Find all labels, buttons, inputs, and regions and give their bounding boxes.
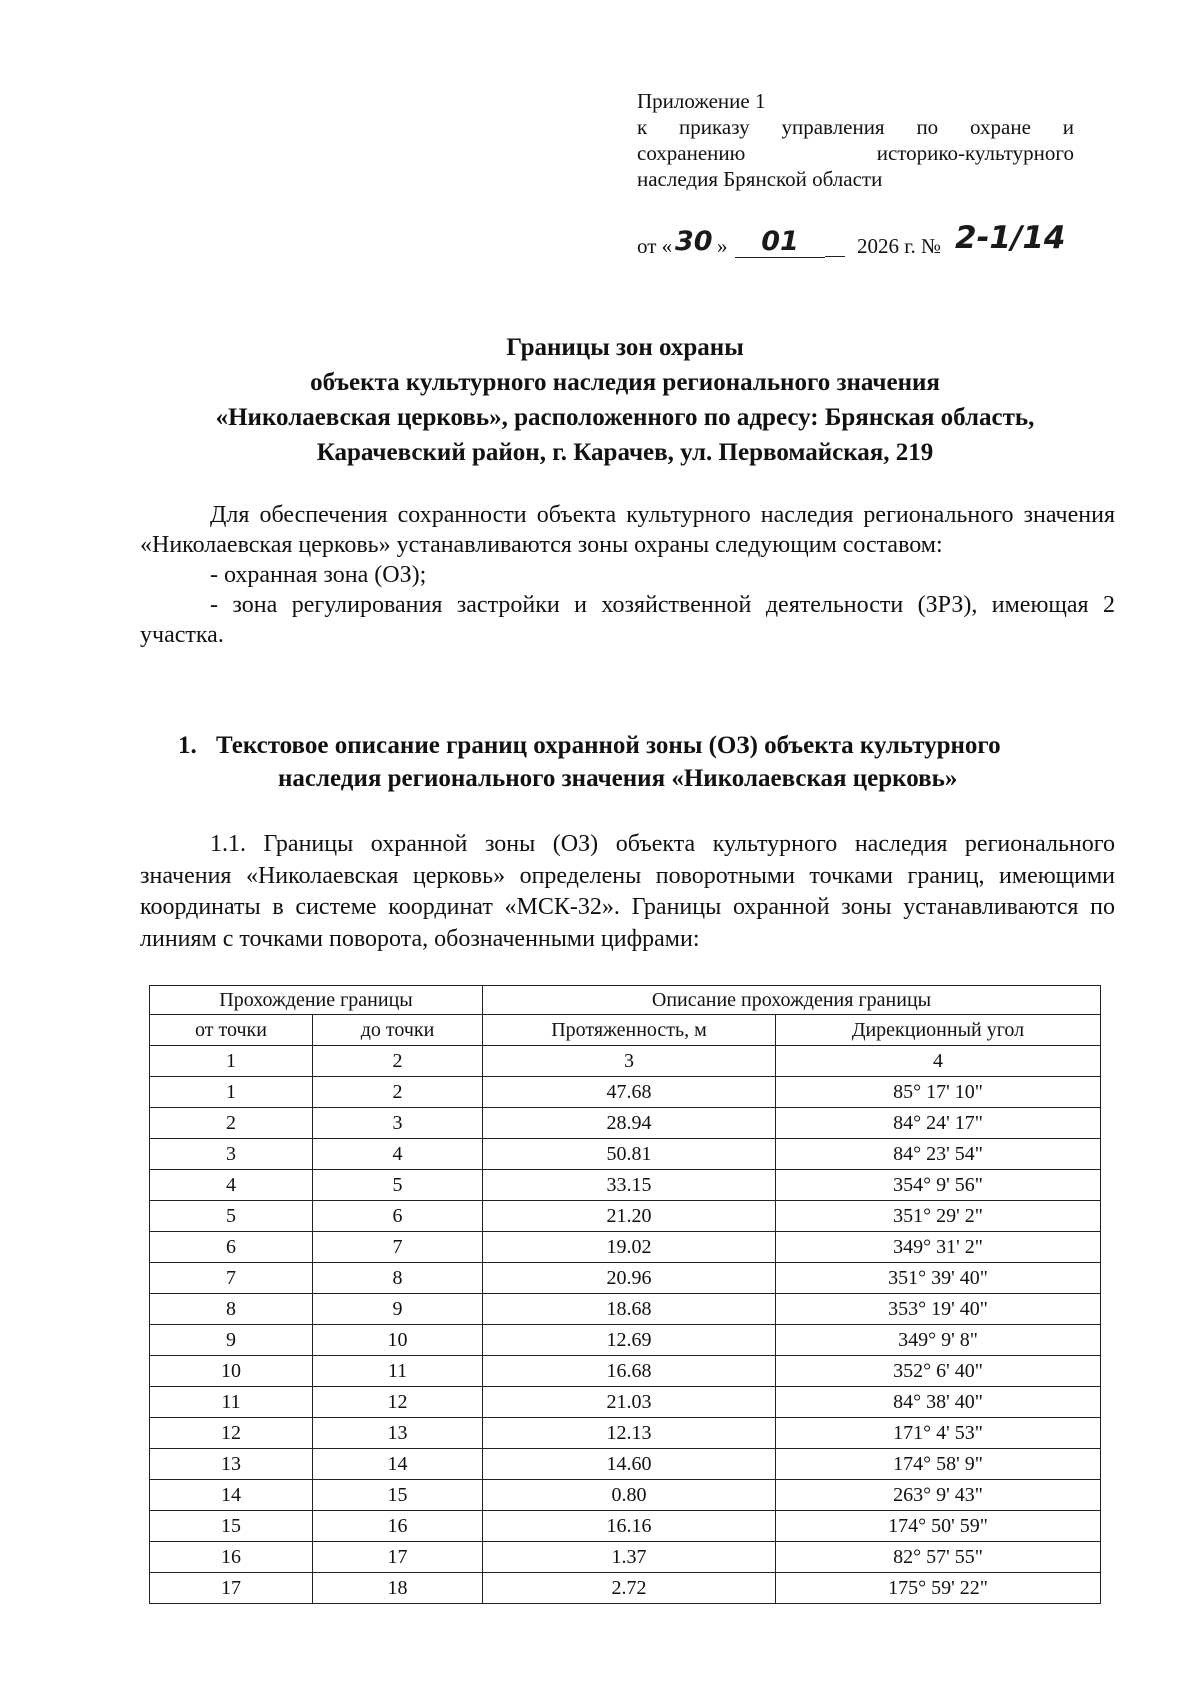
cell-from-point: 8: [150, 1294, 313, 1325]
cell-length: 0.80: [483, 1480, 776, 1511]
cell-length: 1.37: [483, 1542, 776, 1573]
cell-to-point: 8: [313, 1263, 483, 1294]
cell-from-point: 10: [150, 1356, 313, 1387]
appendix-line-2: к приказу управления по охране и: [637, 115, 1074, 139]
paragraph-1-1: [140, 829, 1115, 955]
cell-length: 2.72: [483, 1573, 776, 1604]
cell-to-point: 15: [313, 1480, 483, 1511]
cell-from-point: 2: [150, 1108, 313, 1139]
cell-to-point: 6: [313, 1201, 483, 1232]
cell-length: 33.15: [483, 1170, 776, 1201]
cell-length: 20.96: [483, 1263, 776, 1294]
cell-direction-angle: 175° 59' 22": [776, 1573, 1101, 1604]
cell-to-point: 9: [313, 1294, 483, 1325]
cell-to-point: 12: [313, 1387, 483, 1418]
cell-direction-angle: 174° 50' 59": [776, 1511, 1101, 1542]
appendix-line-1: Приложение 1: [637, 89, 766, 113]
cell-length: 18.68: [483, 1294, 776, 1325]
header-to-point: до точки: [313, 1015, 483, 1046]
cell-length: 28.94: [483, 1108, 776, 1139]
header-group-passage: Прохождение границы: [150, 986, 483, 1015]
cell-direction-angle: 171° 4' 53": [776, 1418, 1101, 1449]
cell-length: 12.13: [483, 1418, 776, 1449]
cell-direction-angle: 263° 9' 43": [776, 1480, 1101, 1511]
cell-to-point: 5: [313, 1170, 483, 1201]
cell-direction-angle: 174° 58' 9": [776, 1449, 1101, 1480]
cell-direction-angle: 354° 9' 56": [776, 1170, 1101, 1201]
cell-from-point: 9: [150, 1325, 313, 1356]
cell-length: 21.03: [483, 1387, 776, 1418]
cell-length: 12.69: [483, 1325, 776, 1356]
intro-item-2: - зона регулирования застройки и хозяйственной деятельности (ЗРЗ), имеющая 2 участка.: [140, 592, 1115, 648]
table-row: [150, 1108, 1101, 1139]
cell-to-point: 7: [313, 1232, 483, 1263]
column-number: 3: [483, 1046, 776, 1077]
column-number: 1: [150, 1046, 313, 1077]
order-quote-close: »: [717, 234, 728, 258]
cell-length: 16.16: [483, 1511, 776, 1542]
order-from-label: от «: [637, 234, 673, 258]
intro-paragraph: Для обеспечения сохранности объекта культурного наследия регионального значения «Николаевская церковь» устанавливаются зоны охраны следующим составом:: [140, 502, 1115, 558]
table-row: [150, 1511, 1101, 1542]
boundary-table-body: [150, 1077, 1101, 1604]
cell-from-point: 13: [150, 1449, 313, 1480]
cell-from-point: 1: [150, 1077, 313, 1108]
cell-to-point: 4: [313, 1139, 483, 1170]
order-number-handwritten: 2-1/14: [955, 220, 1066, 256]
order-month-underline: [825, 256, 845, 257]
cell-from-point: 16: [150, 1542, 313, 1573]
cell-length: 47.68: [483, 1077, 776, 1108]
cell-from-point: 12: [150, 1418, 313, 1449]
cell-from-point: 14: [150, 1480, 313, 1511]
title-line-4: Карачевский район, г. Карачев, ул. Первомайская, 219: [316, 439, 934, 466]
table-row: [150, 1542, 1101, 1573]
cell-direction-angle: 349° 31' 2": [776, 1232, 1101, 1263]
cell-direction-angle: 85° 17' 10": [776, 1077, 1101, 1108]
table-row: [150, 1449, 1101, 1480]
cell-direction-angle: 82° 57' 55": [776, 1542, 1101, 1573]
order-year-label: 2026 г. №: [857, 234, 942, 258]
header-direction-angle: Дирекционный угол: [776, 1015, 1101, 1046]
cell-to-point: 2: [313, 1077, 483, 1108]
table-row: [150, 1356, 1101, 1387]
cell-from-point: 7: [150, 1263, 313, 1294]
cell-from-point: 6: [150, 1232, 313, 1263]
cell-length: 16.68: [483, 1356, 776, 1387]
cell-to-point: 14: [313, 1449, 483, 1480]
column-number: 2: [313, 1046, 483, 1077]
table-row: [150, 1139, 1101, 1170]
header-from-point: от точки: [150, 1015, 313, 1046]
section-1-heading-line-1: Текстовое описание границ охранной зоны (ОЗ) объекта культурного: [216, 732, 1001, 759]
table-row: [150, 1480, 1101, 1511]
table-row: [150, 1387, 1101, 1418]
cell-direction-angle: 84° 38' 40": [776, 1387, 1101, 1418]
table-row: [150, 1263, 1101, 1294]
cell-from-point: 11: [150, 1387, 313, 1418]
order-month-handwritten: 01: [735, 226, 825, 258]
section-1-heading-line-2: наследия регионального значения «Николаевская церковь»: [278, 765, 958, 792]
table-row: [150, 1573, 1101, 1604]
cell-from-point: 15: [150, 1511, 313, 1542]
header-group-description: Описание прохождения границы: [483, 986, 1101, 1015]
header-length: Протяженность, м: [483, 1015, 776, 1046]
table-row: [150, 1201, 1101, 1232]
cell-to-point: 17: [313, 1542, 483, 1573]
document-title: [100, 330, 1150, 470]
cell-to-point: 10: [313, 1325, 483, 1356]
cell-length: 21.20: [483, 1201, 776, 1232]
cell-direction-angle: 351° 39' 40": [776, 1263, 1101, 1294]
cell-direction-angle: 84° 23' 54": [776, 1139, 1101, 1170]
column-number-row: [150, 1046, 1101, 1077]
table-row: [150, 1170, 1101, 1201]
cell-from-point: 5: [150, 1201, 313, 1232]
appendix-header: [637, 88, 1074, 192]
table-row: [150, 1325, 1101, 1356]
table-row: [150, 1294, 1101, 1325]
section-1-number: 1.: [178, 732, 197, 759]
table-row: [150, 1232, 1101, 1263]
cell-length: 19.02: [483, 1232, 776, 1263]
cell-to-point: 3: [313, 1108, 483, 1139]
cell-length: 50.81: [483, 1139, 776, 1170]
cell-direction-angle: 351° 29' 2": [776, 1201, 1101, 1232]
cell-direction-angle: 349° 9' 8": [776, 1325, 1101, 1356]
title-line-2: объекта культурного наследия регионального значения: [310, 369, 940, 396]
intro-item-1: - охранная зона (ОЗ);: [210, 562, 427, 588]
cell-to-point: 16: [313, 1511, 483, 1542]
appendix-line-3: сохранению историко-культурного: [637, 141, 1074, 165]
paragraph-1-1-text: 1.1. Границы охранной зоны (ОЗ) объекта культурного наследия регионального значения «Николаевская церковь» определены поворотными точками границ, имеющими координаты в системе координат «МСК-32». Границы охранной зоны устанавливаются по линиям с точками поворота, обозначенными цифрами:: [140, 831, 1115, 952]
table-row: [150, 1077, 1101, 1108]
cell-to-point: 18: [313, 1573, 483, 1604]
order-date-number: [637, 220, 1082, 266]
appendix-line-4: наследия Брянской области: [637, 167, 883, 191]
title-line-3: «Николаевская церковь», расположенного по адресу: Брянская область,: [215, 404, 1035, 431]
title-line-1: Границы зон охраны: [506, 334, 744, 361]
boundary-table: [149, 985, 1101, 1604]
cell-to-point: 13: [313, 1418, 483, 1449]
cell-from-point: 3: [150, 1139, 313, 1170]
cell-length: 14.60: [483, 1449, 776, 1480]
cell-direction-angle: 84° 24' 17": [776, 1108, 1101, 1139]
cell-from-point: 4: [150, 1170, 313, 1201]
cell-from-point: 17: [150, 1573, 313, 1604]
cell-to-point: 11: [313, 1356, 483, 1387]
column-number: 4: [776, 1046, 1101, 1077]
intro-block: [140, 500, 1115, 650]
cell-direction-angle: 352° 6' 40": [776, 1356, 1101, 1387]
cell-direction-angle: 353° 19' 40": [776, 1294, 1101, 1325]
table-row: [150, 1418, 1101, 1449]
order-day-handwritten: 30: [675, 226, 713, 257]
